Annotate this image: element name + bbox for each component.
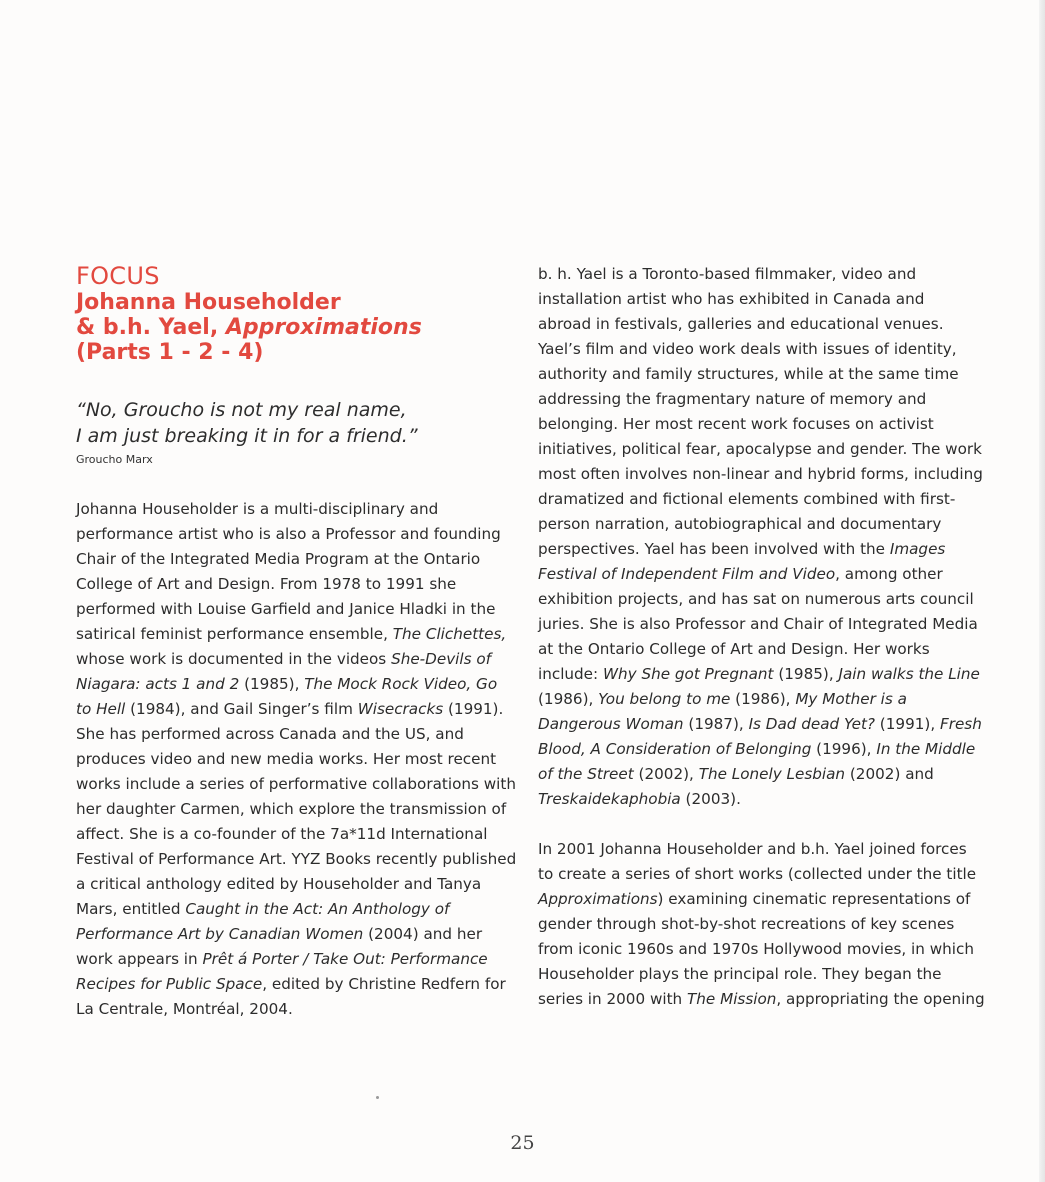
- epigraph-quote: [76, 397, 516, 449]
- text-segment: She has performed across Canada and the US, and: [76, 725, 464, 743]
- text-line: [538, 387, 978, 412]
- text-segment: exhibition projects, and has sat on numerous arts council: [538, 590, 974, 608]
- italic-title: Is Dad dead Yet?: [748, 715, 875, 733]
- italic-title: Prêt á Porter / Take Out: Performance: [202, 950, 488, 968]
- text-segment: (2003).: [680, 790, 741, 808]
- text-segment: (1985),: [773, 665, 839, 683]
- text-segment: gender through shot-by-shot recreations of key scenes: [538, 915, 955, 933]
- italic-title: Images: [889, 540, 946, 558]
- italic-title: She-Devils of: [391, 650, 491, 668]
- text-segment: Yael’s film and video work deals with issues of identity,: [538, 340, 957, 358]
- text-line: [538, 437, 982, 462]
- text-line: [76, 722, 516, 747]
- text-segment: (1996),: [811, 740, 877, 758]
- italic-title: In the Middle: [876, 740, 976, 758]
- text-segment: juries. She is also Professor and Chair of Integrated Media: [538, 615, 978, 633]
- quote-line: “No, Groucho is not my real name,: [76, 399, 407, 421]
- italic-title: Treskaidekaphobia: [538, 790, 681, 808]
- text-segment: (1991).: [443, 700, 504, 718]
- text-segment: Householder plays the principal role. They began the: [538, 965, 942, 983]
- italic-title: My Mother is a: [795, 690, 907, 708]
- text-line: [76, 697, 516, 722]
- italic-title: You belong to me: [598, 690, 731, 708]
- italic-title: The Mock Rock Video, Go: [304, 675, 498, 693]
- text-line: [538, 862, 978, 887]
- text-segment: abroad in festivals, galleries and educational venues.: [538, 315, 944, 333]
- text-line: [538, 287, 978, 312]
- text-segment: her daughter Carmen, which explore the transmission of: [76, 800, 507, 818]
- italic-title: Fresh: [939, 715, 982, 733]
- text-line: [538, 987, 985, 1012]
- text-line: [538, 737, 978, 762]
- italic-title: Festival of Independent Film and Video: [538, 565, 836, 583]
- text-segment: (2002),: [633, 765, 699, 783]
- text-segment: performed with Louise Garfield and Janice Hladki in the: [76, 600, 496, 618]
- article-title-line-3: (Parts 1 - 2 - 4): [76, 340, 264, 365]
- text-segment: belonging. Her most recent work focuses on activist: [538, 415, 934, 433]
- text-segment: (1991),: [874, 715, 940, 733]
- text-line: [76, 972, 516, 997]
- italic-title: Wisecracks: [357, 700, 444, 718]
- italic-title: Performance Art by Canadian Women: [76, 925, 364, 943]
- text-line: [538, 312, 978, 337]
- text-line: [76, 572, 516, 597]
- text-line: [538, 837, 978, 862]
- text-line: [538, 587, 978, 612]
- text-segment: from iconic 1960s and 1970s Hollywood movies, in which: [538, 940, 974, 958]
- article-title-authors: & b.h. Yael,: [76, 315, 226, 340]
- text-line: [538, 662, 978, 687]
- text-segment: a critical anthology edited by Householder and Tanya: [76, 875, 482, 893]
- section-label: FOCUS: [76, 262, 160, 290]
- text-segment: produces video and new media works. Her most recent: [76, 750, 497, 768]
- text-line: [538, 362, 978, 387]
- italic-title: to Hell: [76, 700, 126, 718]
- text-segment: (1986),: [538, 690, 599, 708]
- text-segment: include:: [538, 665, 603, 683]
- text-line: [538, 337, 978, 362]
- text-segment: satirical feminist performance ensemble,: [76, 625, 393, 643]
- text-line: [76, 947, 516, 972]
- right-column: [538, 262, 985, 1012]
- text-line: [538, 787, 978, 812]
- text-line: [76, 797, 516, 822]
- text-segment: (1987),: [683, 715, 749, 733]
- text-segment: works include a series of performative collaborations with: [76, 775, 516, 793]
- text-segment: b. h. Yael is a Toronto-based filmmaker, video and: [538, 265, 917, 283]
- text-segment: (2004) and her: [363, 925, 483, 943]
- italic-title: Dangerous Woman: [538, 715, 684, 733]
- paragraph-gap: [538, 812, 978, 837]
- article-title-line-2: [76, 315, 516, 340]
- text-line: [76, 672, 516, 697]
- text-line: [538, 537, 978, 562]
- italic-title: The Clichettes,: [392, 625, 507, 643]
- text-segment: (1985),: [239, 675, 305, 693]
- text-segment: , among other: [835, 565, 943, 583]
- italic-title: Approximations: [538, 890, 658, 908]
- text-line: [538, 412, 978, 437]
- text-line: [76, 772, 516, 797]
- text-line: [76, 847, 516, 872]
- text-segment: perspectives. Yael has been involved with the: [538, 540, 890, 558]
- text-line: [76, 872, 516, 897]
- text-line: [76, 522, 516, 547]
- italic-title: Blood, A Consideration of Belonging: [538, 740, 812, 758]
- text-segment: addressing the fragmentary nature of memory and: [538, 390, 927, 408]
- text-segment: dramatized and fictional elements combined with first-: [538, 490, 956, 508]
- text-segment: authority and family structures, while at the same time: [538, 365, 959, 383]
- text-segment: most often involves non-linear and hybrid forms, including: [538, 465, 983, 483]
- text-line: [76, 647, 516, 672]
- text-segment: Mars, entitled: [76, 900, 186, 918]
- text-segment: performance artist who is also a Professor and founding: [76, 525, 501, 543]
- text-line: [538, 462, 983, 487]
- page-number: 25: [510, 1132, 535, 1154]
- text-line: [538, 937, 978, 962]
- text-segment: Festival of Performance Art. YYZ Books recently published: [76, 850, 517, 868]
- text-segment: series in 2000 with: [538, 990, 688, 1008]
- text-segment: (2002) and: [845, 765, 934, 783]
- text-segment: Chair of the Integrated Media Program at the Ontario: [76, 550, 481, 568]
- text-segment: affect. She is a co-founder of the 7a*11d International: [76, 825, 488, 843]
- text-segment: In 2001 Johanna Householder and b.h. Yael joined forces: [538, 840, 967, 858]
- text-line: [538, 612, 978, 637]
- text-line: [76, 597, 516, 622]
- text-segment: initiatives, political fear, apocalypse and gender. The work: [538, 440, 982, 458]
- text-line: [76, 622, 516, 647]
- quote-line: I am just breaking it in for a friend.”: [76, 425, 418, 447]
- italic-title: Niagara: acts 1 and 2: [76, 675, 240, 693]
- italic-title: The Lonely Lesbian: [698, 765, 846, 783]
- bio-yael: [538, 262, 983, 812]
- text-segment: ) examining cinematic representations of: [657, 890, 971, 908]
- text-segment: whose work is documented in the videos: [76, 650, 392, 668]
- text-line: [538, 637, 978, 662]
- text-segment: installation artist who has exhibited in Canada and: [538, 290, 925, 308]
- text-line: [76, 747, 516, 772]
- text-segment: , edited by Christine Redfern for: [262, 975, 506, 993]
- article-title-line-1: Johanna Householder: [76, 290, 341, 315]
- italic-title: of the Street: [538, 765, 634, 783]
- italic-title: Jain walks the Line: [838, 665, 980, 683]
- text-line: [76, 497, 516, 522]
- page-edge-shadow: [1039, 0, 1045, 1182]
- text-segment: at the Ontario College of Art and Design. Her works: [538, 640, 930, 658]
- paper-speck: [376, 1096, 379, 1099]
- text-line: [76, 922, 516, 947]
- text-line: [538, 912, 978, 937]
- italic-title: Recipes for Public Space: [76, 975, 263, 993]
- text-line: [538, 962, 978, 987]
- text-line: [538, 687, 978, 712]
- text-line: [76, 547, 516, 572]
- text-line: [538, 487, 978, 512]
- text-segment: (1984), and Gail Singer’s film: [125, 700, 358, 718]
- text-segment: College of Art and Design. From 1978 to 1991 she: [76, 575, 457, 593]
- text-line: [538, 262, 978, 287]
- bio-householder: [76, 497, 516, 1022]
- text-line: [538, 762, 978, 787]
- text-line: [76, 997, 516, 1022]
- text-line: [76, 897, 516, 922]
- text-segment: person narration, autobiographical and documentary: [538, 515, 942, 533]
- italic-title: Caught in the Act: An Anthology of: [185, 900, 450, 918]
- text-segment: to create a series of short works (collected under the title: [538, 865, 977, 883]
- text-segment: Johanna Householder is a multi-disciplinary and: [76, 500, 439, 518]
- article-title-work: Approximations: [225, 315, 422, 340]
- text-line: [538, 512, 978, 537]
- text-segment: La Centrale, Montréal, 2004.: [76, 1000, 293, 1018]
- italic-title: The Mission: [687, 990, 777, 1008]
- left-column: [76, 262, 516, 1022]
- quote-author: Groucho Marx: [76, 453, 153, 466]
- text-segment: , appropriating the opening: [776, 990, 985, 1008]
- text-segment: (1986),: [730, 690, 796, 708]
- italic-title: Why She got Pregnant: [602, 665, 774, 683]
- text-line: [538, 887, 978, 912]
- collaboration-paragraph: [538, 837, 985, 1012]
- text-line: [538, 712, 982, 737]
- text-line: [76, 822, 516, 847]
- text-segment: work appears in: [76, 950, 203, 968]
- text-line: [538, 562, 978, 587]
